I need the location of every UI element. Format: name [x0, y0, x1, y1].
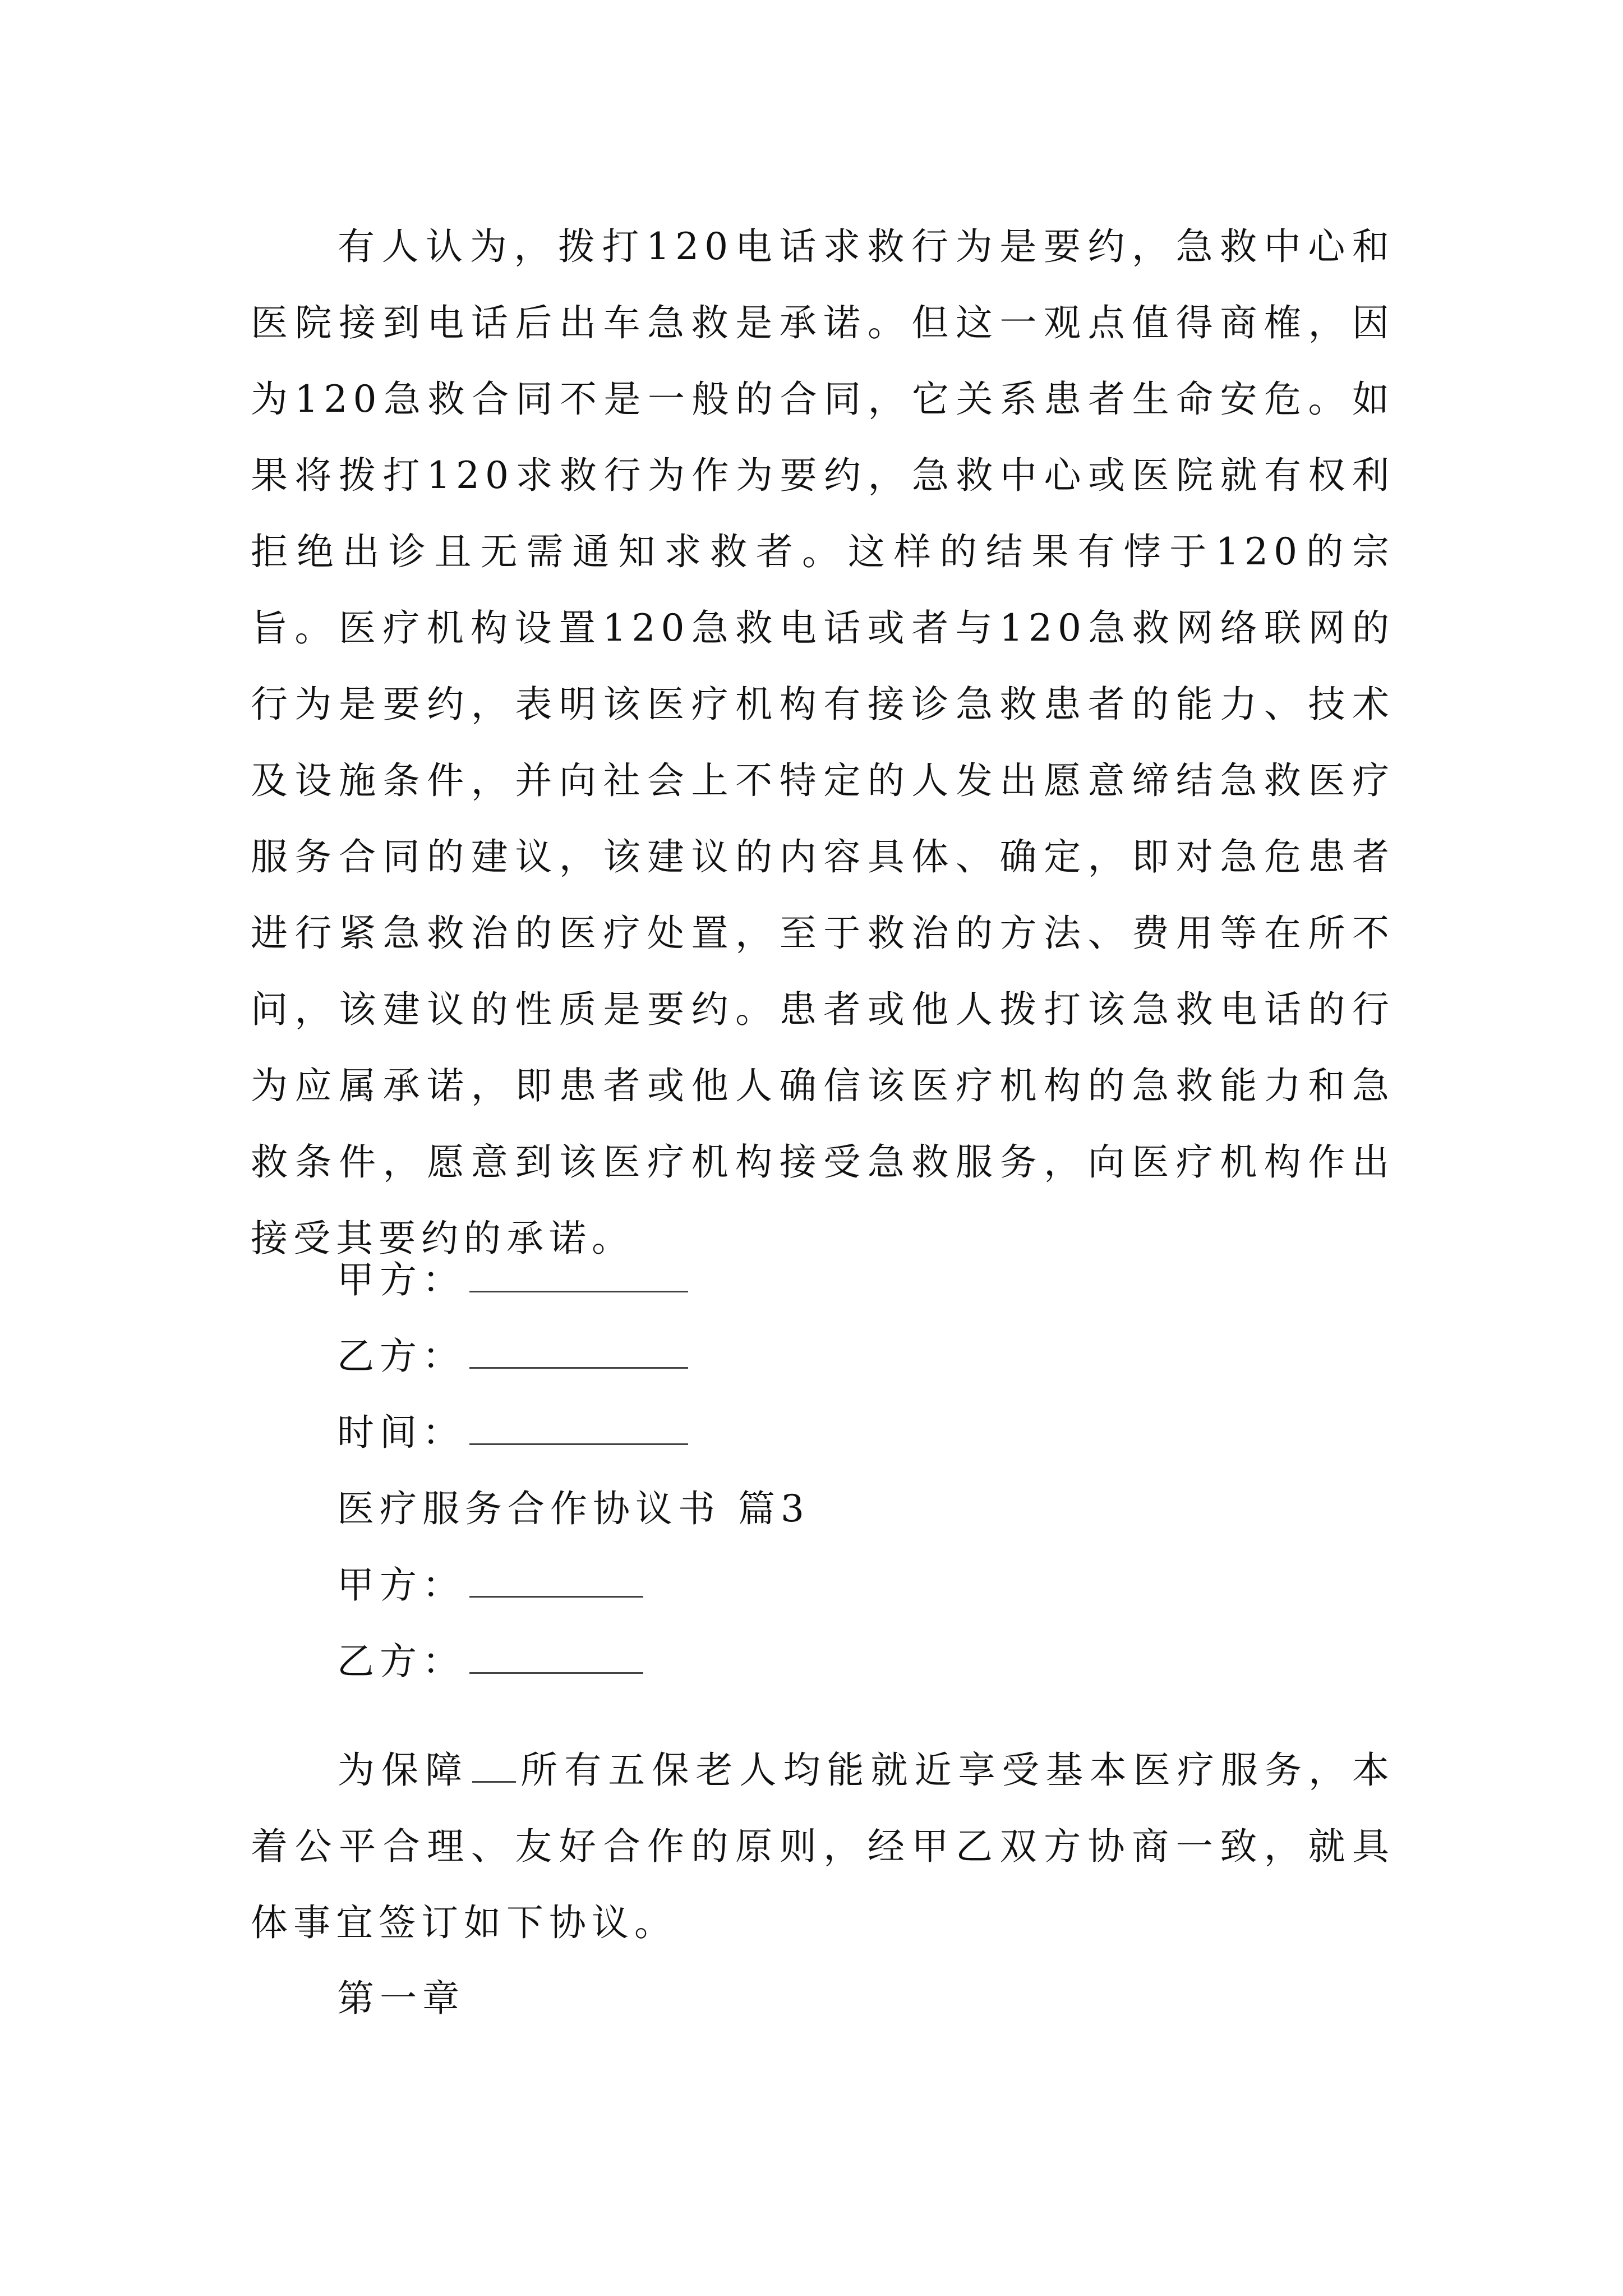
party-b-blank — [469, 1645, 643, 1674]
chapter-heading: 第一章 — [337, 1977, 465, 2020]
party-a-label: 甲方： — [337, 1563, 465, 1607]
signature-party-b-1 — [337, 1318, 688, 1395]
party-b-label: 乙方： — [337, 1335, 465, 1378]
paragraph-agreement-purpose — [251, 1732, 1395, 1961]
document-body — [251, 209, 1395, 1277]
section-heading: 医疗服务合作协议书 篇3 — [337, 1487, 810, 1530]
signature-party-b-2 — [337, 1623, 643, 1700]
party-a-label: 甲方： — [337, 1258, 465, 1301]
signature-party-a-1 — [337, 1242, 688, 1318]
signature-party-a-2 — [337, 1547, 643, 1623]
fill-in-blank — [472, 1754, 516, 1783]
signature-time-1 — [337, 1395, 688, 1471]
time-blank — [469, 1416, 688, 1445]
paragraph-contract-offer-acceptance: 有人认为，拨打120电话求救行为是要约，急救中心和医院接到电话后出车急救是承诺。但这一观点值得商榷，因为120急救合同不是一般的合同，它关系患者生命安危。如果将拨打120求救行为作为要约，急救中心或医院就有权利拒绝出诊且无需通知求救者。这样的结果有悖于120的宗旨。医疗机构设置120急救电话或者与120急救网络联网的行为是要约，表明该医疗机构有接诊急救患者的能力、技术及设施条件，并向社会上不特定的人发出愿意缔结急救医疗服务合同的建议，该建议的内容具体、确定，即对急危患者进行紧急救治的医疗处置，至于救治的方法、费用等在所不问，该建议的性质是要约。患者或他人拨打该急救电话的行为应属承诺，即患者或他人确信该医疗机构的急救能力和急救条件，愿意到该医疗机构接受急救服务，向医疗机构作出接受其要约的承诺。 — [251, 225, 1395, 1260]
party-b-blank — [469, 1340, 688, 1369]
party-a-blank — [469, 1264, 688, 1292]
time-label: 时间： — [337, 1411, 465, 1454]
paragraph-2-lead: 为保障 — [338, 1749, 469, 1792]
paragraph-2-body: 所有五保老人均能就近享受基本医疗服务，本着公平合理、友好合作的原则，经甲乙双方协商一致，就具体事宜签订如下协议。 — [251, 1749, 1395, 1944]
party-a-blank — [469, 1569, 643, 1598]
party-b-label: 乙方： — [337, 1640, 465, 1683]
